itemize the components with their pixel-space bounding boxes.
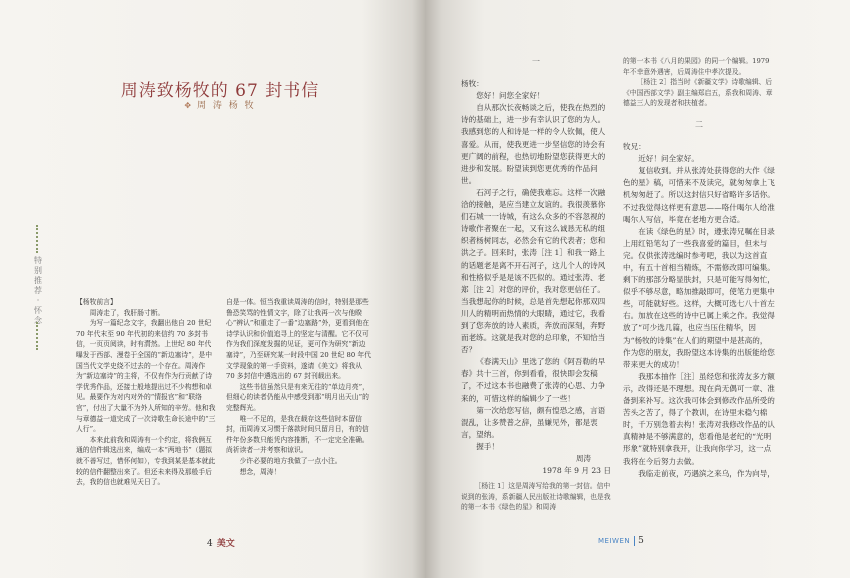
ornament-icon: ✥: [184, 101, 194, 110]
folio-right: [598, 536, 644, 546]
letter-number: 二: [695, 119, 703, 129]
paragraph: 自是一体。恒当我重读周涛的信时，特别是那些鲁恐笑骂的性情文字，除了让我再一次与他睽心“辨认”和重走了一番“边塞路”外，更看到他在诗学认识和价值追寻上的坚定与清醒。它不仅可作为我们深度发掘的见证，更可作为研究“新边塞诗”，乃至研究某一时段中国 20 世纪 80 年代文学现象的第一手资料，遂请《美文》将我从 70 多封信中遴选出的 67 封刊载出来。: [226, 298, 371, 381]
right-column-1: [461, 57, 611, 513]
paragraph: 握手！: [476, 441, 499, 451]
salutation: 牧兄：: [623, 142, 646, 152]
side-dots-bottom: [36, 322, 39, 350]
letter-number: 一: [532, 57, 540, 66]
paragraph: 第一次给您写信，颇有惶恐之感，言语混乱，让多赞普之辞，虽嫌见外，都是衷言，望纳。: [461, 405, 606, 439]
paragraph: 在读《绿色的星》时，遵张涛兄嘱在目录上用红铅笔勾了一些我喜爱的篇目，但未与完。仅供张涛选编时参考吧，我以为这首直中，有五十首相当精炼，不需修改即可编集。剩下的那部分略显肤封，只是可能写得匆忙，似乎不够尽意，略加推敲即可，使笔力更集中些，可能就好些。这样，大概可选七八十首左右。加放在这些的诗中已属上乘之作。我觉得放了“可少选几篇，也应当压住精华，因为“杨牧的诗集”在人们的期望中是甚高的，作为您的朋友，我盼望这本诗集的出版能给您带来更大的成功！: [623, 226, 775, 369]
paragraph: 您好！问您全家好！: [476, 91, 545, 101]
paragraph: 复信收到。并从张涛处获得您的大作《绿色的星》稿，可惜来不及读完，就匆匆拿上飞机匆匆赶了。所以这封信只好省略许多话你。不过我觉得这样更有意思——咯什喝尔人给准喝尔人写信，毕竟在老地方更合适。: [623, 166, 775, 224]
footnote-continued: 的第一本书《八月的果园》的同一个编辑。1979 年不幸意外遇害，后周涛住中孝次提及。: [623, 57, 770, 76]
footnote: ［杨注 2］指当时《新疆文学》诗歌编辑、后《中国西部文学》副主编郑启五，系我和周涛、章德益三人的发现者和扶植者。: [623, 78, 773, 108]
paragraph: 想念，周涛！: [239, 467, 281, 476]
paragraph: 石河子之行，确使我难忘。这样一次融洽的接触，是应当建立友谊的。我很羡慕你们石城一一诗城，有这么众多的不容忽视的诗歌作者聚在一起，又有这么诚恳无私的组织者杨树同志，必然会有它的代表者；您和洪之子。回来时，张涛［注 1］和我一路上的话题老是离不开石河子，这儿个人的诗风和性格似乎是是该不匹似的。通过张涛、老郑［注 2］对您的评价，我对您更信任了。当我想起你的时候，总是首先想起你那双四川人的精明而热情的大眼睛，通过它，我看到了您奔放的诗人素质，奔放而深刻，奔野而老练。这就是我对您的总印象，不知恰当否？: [461, 187, 606, 355]
paragraph: 我那本抽作［注］虽经您和张涛友多方额示，改得还是不理想。现在尚无偶可一章、准备到来补写。这次我可体会到修改作品所受的苦头之苦了，得了个教训，在诗里未稳勺棉时，千万别急着去构！张涛对我修改作品的认真精神是不够满意的，您看他是老纪的“光明形象”就特别拿我开，让我向你学习，这一点我将在今后努力去做。: [623, 371, 775, 466]
paragraph: 唯一不足的，是我在载存这些信时本留信封，而周涛又习惯于落款时间只留月日，有的信件年份多数只能凭内容推断，不一定完全准确。尚祈读者一并考察和谅识。: [226, 414, 369, 455]
paragraph: 我临走前夜，巧遇滨之来乌，作为向导，: [638, 468, 775, 478]
signature: 周涛: [575, 454, 591, 463]
side-dots-top: [36, 225, 39, 253]
left-column-1: [76, 297, 217, 488]
paragraph: 近好！问全家好。: [638, 154, 699, 164]
paragraph: 为写一篇纪念文字，我翻出他自 20 世纪 70 年代末至 90 年代初的来信约 70 多封书信，一页页阅读，时有潸然。上世纪 80 年代曝发于西部、漫卷于全国的“新边塞诗”，是中国当代文学史绕不过去的一个存在。周涛作为“新边塞诗”的主将，不仅有作为行贡献了诗学优秀作品，还接士般地提出过不少构想和卓见。最要作为对内对外的“情报官”和“联络官”，付出了大量不为外人所知的辛劳。他和我与章德益一道完成了一次诗歌生命长途中的“三人行”。: [76, 319, 216, 434]
preface-heading: 【杨牧前言】: [76, 298, 117, 306]
paragraph: 《春满天山》里选了您的《阿吾勒的早春》共十三首，你到看看，很快即会发稿了，不过这本书也融费了张涛的心思、力争来的，可惜这样的编辑少了一些！: [461, 357, 606, 403]
left-column-2: [226, 297, 371, 477]
letter-date: 1978 年 9 月 23 日: [542, 466, 611, 476]
paragraph: 周涛走了，我肝肠寸断。: [89, 308, 165, 317]
footnote: ［杨注 1］这是周涛写给我的第一封信。信中说到的张涛，系新疆人民出版社诗歌编辑，也是我的第一本书《绿色的星》和周涛: [461, 482, 611, 512]
article-byline: [160, 98, 280, 111]
author-names: 周 涛 杨 牧: [197, 101, 256, 111]
page-number-right: 5: [634, 536, 644, 546]
section-label: 特别推荐 · 怀念: [34, 256, 42, 325]
paragraph: 少许必要的地方我做了一点小注。: [239, 456, 342, 465]
right-column-2: [623, 56, 775, 480]
salutation: 杨牧：: [461, 79, 484, 89]
magazine-name-right: MEIWEN: [598, 537, 631, 545]
article-title: 周涛致杨牧的 67 封书信: [120, 81, 320, 101]
folio-left: [207, 536, 235, 549]
magazine-name-left: 美文: [216, 539, 235, 549]
paragraph: 本来此前我和周涛有一个约定，将我俩互通的信件辑选出来，编成一本“两地书”（题拟就不善写过，惜怀何如），专我到某是基本就此较的信件翻整出来了。但还未来得及那般手后去，我的信也就难见天日了。: [76, 435, 216, 487]
page-number-left: 4: [207, 539, 213, 549]
paragraph: 自从那次长夜畅谈之后，使我在热烈的诗的基础上，进一步有幸认识了您的为人。我感到您的人和诗是一样的令人钦佩，使人喜爱。从而，使我更进一步坚信您的诗会有更广阔的前程，也热切地盼望您获得更大的进步和发展。盼望读到您更优秀的作品问世。: [461, 103, 606, 185]
paragraph: 这些书信虽然只是有来无往的“单边月亮”，但细心的读者仍能从中感受到那“明月出天山”的完整辉光。: [226, 382, 369, 412]
